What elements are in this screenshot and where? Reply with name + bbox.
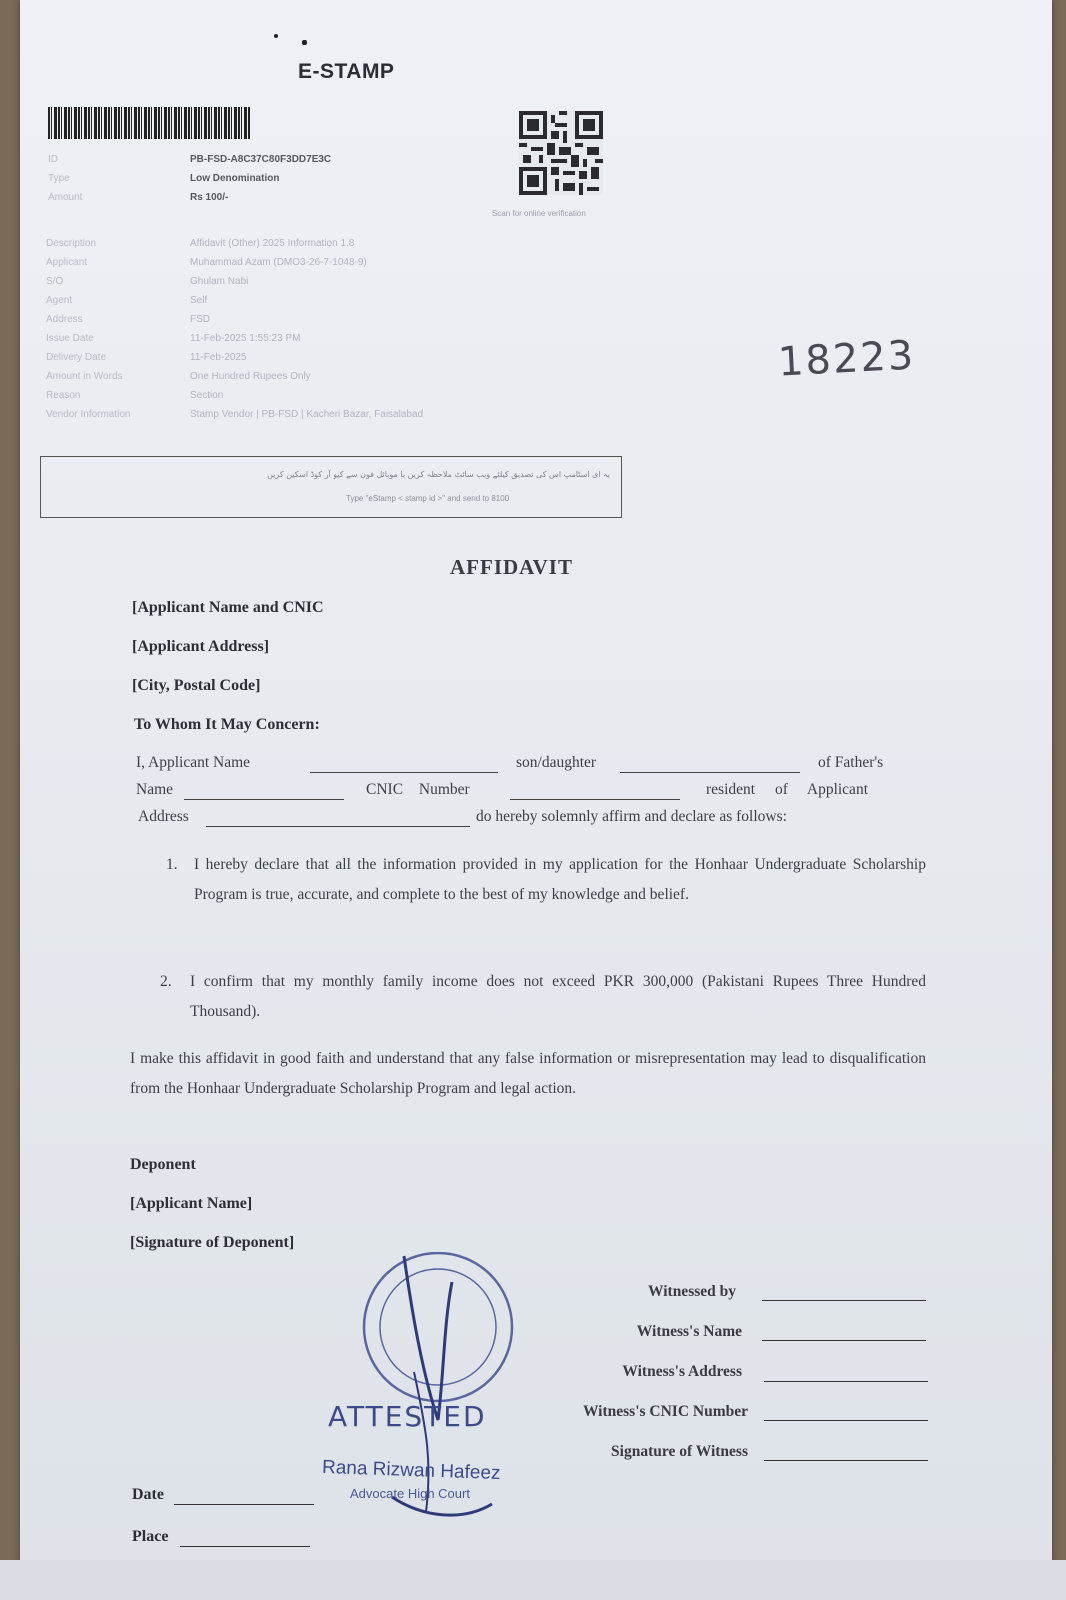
witness-name-label: Witness's Name bbox=[636, 1323, 742, 1340]
field-label: Description bbox=[46, 238, 97, 249]
deponent-name: [Applicant Name] bbox=[130, 1195, 253, 1212]
fathers-name-blank[interactable] bbox=[184, 777, 344, 800]
stamp-type: Low Denomination bbox=[190, 173, 280, 184]
field-value: One Hundred Rupees Only bbox=[190, 371, 311, 382]
dot-mark bbox=[274, 34, 278, 38]
field-value: Affidavit (Other) 2025 Information 1.8 bbox=[190, 238, 355, 249]
point-text: I hereby declare that all the information provided in my application for the Honhaar Undergraduate Scholarship Program is true, accurate, and complete to the best of my knowledge and belief. bbox=[194, 856, 926, 903]
qr-code bbox=[518, 111, 604, 195]
amount-label: Amount bbox=[48, 192, 83, 203]
notice-english: Type "eStamp < stamp id >" and send to 8100 bbox=[346, 494, 510, 503]
handwritten-number: 18223 bbox=[776, 332, 917, 386]
closing-statement: I make this affidavit in good faith and understand that any false information or misrepresentation may lead to disqualification from the Honhaar Undergraduate Scholarship Program and legal action. bbox=[130, 1050, 926, 1097]
place-line[interactable] bbox=[180, 1546, 310, 1547]
deponent-signature: [Signature of Deponent] bbox=[130, 1234, 295, 1251]
intro-address: Address bbox=[138, 808, 189, 825]
field-label: Applicant bbox=[46, 257, 88, 268]
field-value: Stamp Vendor | PB-FSD | Kacheri Bazar, Faisalabad bbox=[190, 409, 424, 420]
witness-signature-label: Signature of Witness bbox=[611, 1443, 748, 1460]
advocate-title: Advocate High Court bbox=[350, 1486, 470, 1501]
deponent-label: Deponent bbox=[130, 1156, 196, 1173]
paper-bottom-edge bbox=[0, 1560, 1066, 1600]
intro-cnic-number: CNIC Number bbox=[366, 781, 470, 798]
type-label: Type bbox=[48, 173, 70, 184]
field-value: Ghulam Nabi bbox=[190, 276, 249, 287]
field-value: 11-Feb-2025 bbox=[190, 352, 247, 363]
witness-name-line[interactable] bbox=[762, 1340, 926, 1341]
attested-text: ATTESTED bbox=[328, 1400, 487, 1433]
dot-mark bbox=[302, 40, 307, 45]
point-number: 1. bbox=[166, 856, 178, 873]
applicant-address: [Applicant Address] bbox=[132, 638, 270, 655]
place-label: Place bbox=[132, 1528, 169, 1545]
salutation: To Whom It May Concern: bbox=[134, 716, 320, 733]
witness-cnic-label: Witness's CNIC Number bbox=[582, 1403, 748, 1420]
witness-signature-line[interactable] bbox=[764, 1460, 928, 1461]
field-value: FSD bbox=[190, 314, 210, 325]
address-blank[interactable] bbox=[206, 804, 470, 827]
date-line[interactable] bbox=[174, 1504, 314, 1505]
intro-applicant-name: I, Applicant Name bbox=[136, 754, 251, 771]
field-value: Muhammad Azam (DMO3-26-7-1048-9) bbox=[190, 257, 367, 268]
intro-resident-of: resident of Applicant bbox=[706, 781, 868, 798]
witness-cnic-line[interactable] bbox=[764, 1420, 928, 1421]
field-label: Amount in Words bbox=[46, 371, 123, 382]
applicant-name-cnic: [Applicant Name and CNIC bbox=[132, 599, 324, 616]
notice-box bbox=[40, 456, 622, 518]
cnic-number-blank[interactable] bbox=[510, 777, 680, 800]
witnessed-by-label: Witnessed by bbox=[648, 1283, 736, 1300]
field-label: Address bbox=[46, 314, 83, 325]
field-value: Section bbox=[190, 390, 224, 401]
point-number: 2. bbox=[160, 973, 172, 990]
estamp-title: E-STAMP bbox=[298, 60, 395, 83]
notice-urdu: یہ ای اسٹامپ اس کی تصدیق کیلئے ویب سائٹ ملاحظہ کریں یا موبائل فون سے کیو آر کوڈ اسکین کریں bbox=[267, 470, 610, 479]
field-label: Delivery Date bbox=[46, 352, 107, 363]
field-label: Agent bbox=[46, 295, 73, 306]
witness-address-label: Witness's Address bbox=[622, 1363, 742, 1380]
point-text: I confirm that my monthly family income does not exceed PKR 300,000 (Pakistani Rupees Three Hundred Thousand). bbox=[190, 973, 926, 1020]
intro-affirm: do hereby solemnly affirm and declare as follows: bbox=[476, 808, 787, 825]
field-label: Issue Date bbox=[46, 333, 94, 344]
affidavit-title: AFFIDAVIT bbox=[450, 555, 573, 579]
intro-of-fathers: of Father's bbox=[818, 754, 884, 771]
intro-name: Name bbox=[136, 781, 174, 798]
witness-address-line[interactable] bbox=[764, 1381, 928, 1382]
father-name-blank[interactable] bbox=[620, 750, 800, 773]
field-label: S/O bbox=[46, 276, 64, 287]
stamp-amount: Rs 100/- bbox=[190, 192, 229, 203]
witnessed-by-line[interactable] bbox=[762, 1300, 926, 1301]
city-postal-code: [City, Postal Code] bbox=[132, 677, 261, 694]
field-value: Self bbox=[190, 295, 208, 306]
date-label: Date bbox=[132, 1486, 164, 1503]
field-label: Reason bbox=[46, 390, 81, 401]
stamp-id: PB-FSD-A8C37C80F3DD7E3C bbox=[190, 154, 332, 165]
field-label: Vendor Information bbox=[46, 409, 131, 420]
barcode bbox=[48, 107, 250, 139]
applicant-name-blank[interactable] bbox=[310, 750, 498, 773]
advocate-name: Rana Rizwan Hafeez bbox=[321, 1456, 501, 1485]
intro-son-daughter: son/daughter bbox=[516, 754, 597, 771]
field-value: 11-Feb-2025 1:55:23 PM bbox=[190, 333, 301, 344]
id-label: ID bbox=[48, 154, 58, 165]
qr-note: Scan for online verification bbox=[492, 209, 586, 218]
